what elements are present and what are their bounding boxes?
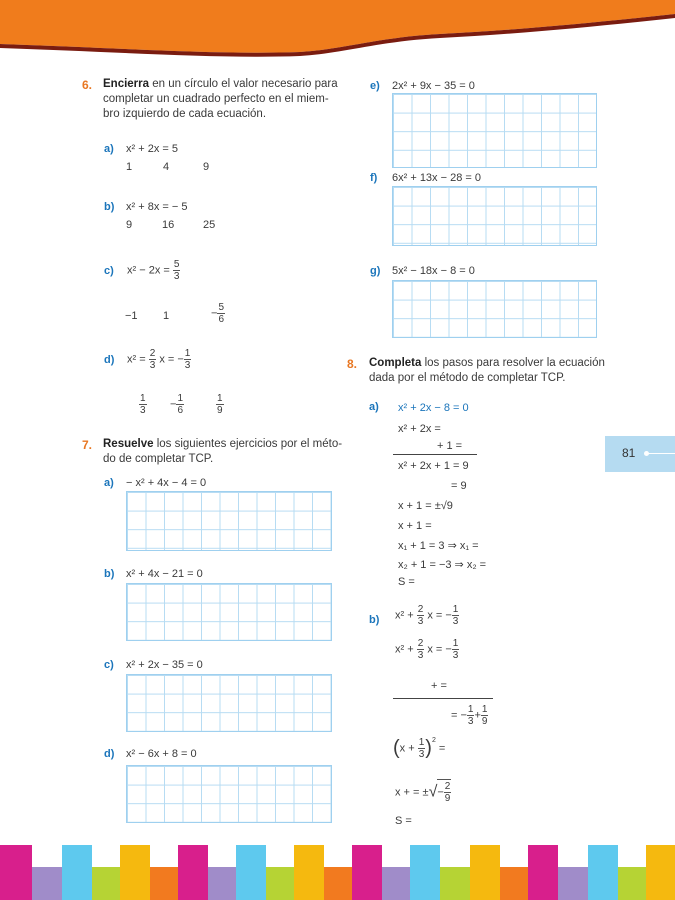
page-number: 81 bbox=[622, 446, 636, 460]
ex8b-s2-frac2 bbox=[452, 638, 460, 661]
ex6d-opt2-num: 1 bbox=[177, 393, 183, 404]
ex6b-option-3[interactable]: 25 bbox=[203, 219, 216, 231]
ex6d-option-1[interactable] bbox=[139, 393, 147, 416]
ex8a-rule-line bbox=[393, 454, 477, 455]
ex8b-s1-a: x² + bbox=[395, 609, 417, 622]
ex8a-step-1-text: x² + 2x − 8 = 0 bbox=[398, 402, 469, 414]
ex8-text-l1: los pasos para resolver la ecuación bbox=[421, 357, 605, 369]
ex6e-answer-grid[interactable] bbox=[392, 93, 597, 168]
ex7-number: 7. bbox=[82, 438, 93, 452]
ex7-text-l2: do de completar TCP. bbox=[103, 453, 214, 465]
ex6d-eq-d1: 3 bbox=[149, 360, 156, 371]
ex6c-equation bbox=[127, 259, 180, 282]
ex8b-step-3[interactable]: + = bbox=[431, 680, 447, 692]
ex8a-step-4: x² + 2x + 1 = 9 bbox=[398, 460, 469, 472]
ex8b-s5-rparen: ) bbox=[425, 737, 432, 759]
ex8a-step-3[interactable]: + 1 = bbox=[437, 440, 463, 452]
ex6d-eq-frac2 bbox=[184, 348, 192, 371]
ex8a-step-9[interactable]: x₂ + 1 = −3 ⇒ x₂ = bbox=[398, 559, 487, 571]
ex8b-s1-frac1 bbox=[417, 604, 425, 627]
tab-dot bbox=[644, 451, 649, 456]
stripe-pattern bbox=[0, 845, 675, 900]
ex8-verb: Completa bbox=[369, 357, 422, 369]
ex7b-label: b) bbox=[104, 568, 115, 580]
ex6a-option-1[interactable]: 1 bbox=[126, 161, 133, 173]
ex6d-eq-frac1 bbox=[149, 348, 157, 371]
page-number-tab bbox=[605, 436, 675, 472]
ex6d-option-2[interactable] bbox=[170, 393, 184, 416]
ex6a-option-2[interactable]: 4 bbox=[163, 161, 170, 173]
ex8b-s4-frac2 bbox=[481, 704, 489, 727]
ex6e-label: e) bbox=[370, 80, 380, 92]
ex7-instructions bbox=[103, 437, 343, 467]
ex6d-opt2-sign: − bbox=[170, 398, 177, 411]
ex6a-equation: x² + 2x = 5 bbox=[126, 143, 178, 155]
ex6d-eq-d2: 3 bbox=[184, 360, 191, 371]
ex7b-equation: x² + 4x − 21 = 0 bbox=[126, 568, 203, 580]
ex6f-label: f) bbox=[370, 172, 378, 184]
ex8b-step-6[interactable] bbox=[395, 779, 451, 804]
ex8b-step-2[interactable] bbox=[395, 638, 459, 661]
ex8b-s2-n2: 1 bbox=[452, 638, 459, 649]
ex8b-s2-a: x² + bbox=[395, 643, 417, 656]
ex6c-eq-num: 5 bbox=[173, 259, 180, 270]
ex8b-s5-a: x + bbox=[399, 742, 418, 755]
ex6c-option-2[interactable]: 1 bbox=[163, 310, 170, 322]
ex6d-opt1-num: 1 bbox=[140, 393, 146, 404]
ex8b-s6-sign: − bbox=[437, 786, 444, 799]
ex6d-eq-n1: 2 bbox=[149, 348, 156, 359]
ex6-text-l3: bro izquierdo de cada ecuación. bbox=[103, 108, 267, 120]
ex8b-s4-n2: 1 bbox=[481, 704, 488, 715]
ex8a-step-7[interactable]: x + 1 = bbox=[398, 520, 432, 532]
ex6g-answer-grid[interactable] bbox=[392, 280, 597, 338]
ex6c-eq-den: 3 bbox=[173, 271, 180, 282]
ex8b-s2-b: x = − bbox=[427, 643, 452, 656]
ex7c-label: c) bbox=[104, 659, 114, 671]
ex8b-s4-d2: 9 bbox=[481, 716, 488, 727]
ex6d-eq-a: x² = bbox=[127, 353, 149, 366]
ex6-instructions bbox=[103, 77, 343, 122]
ex8b-s6-frac bbox=[444, 781, 452, 804]
ex6a-label: a) bbox=[104, 143, 114, 155]
ex8b-s2-d2: 3 bbox=[452, 650, 459, 661]
ex6c-opt3-sign: − bbox=[211, 307, 218, 320]
ex8b-step-5[interactable]: (x + $\frac{1}{3}$ )$^2$ = bbox=[393, 737, 446, 760]
ex7d-label: d) bbox=[104, 748, 115, 760]
ex7a-equation: − x² + 4x − 4 = 0 bbox=[126, 477, 207, 489]
ex7-verb: Resuelve bbox=[103, 438, 154, 450]
ex6d-label: d) bbox=[104, 354, 115, 366]
ex6c-label: c) bbox=[104, 265, 114, 277]
ex6-text-l2: completar un cuadrado perfecto en el miem- bbox=[103, 93, 329, 105]
ex8-number: 8. bbox=[347, 357, 358, 371]
ex8b-step-4[interactable] bbox=[451, 704, 488, 727]
ex8b-s2-d: 3 bbox=[417, 650, 424, 661]
ex6c-opt3-fraction bbox=[217, 302, 225, 325]
ex6c-eq-fraction bbox=[173, 259, 181, 282]
ex7d-answer-grid[interactable] bbox=[126, 765, 332, 823]
ex6d-eq-n2: 1 bbox=[184, 348, 191, 359]
ex6g-equation: 5x² − 18x − 8 = 0 bbox=[392, 265, 475, 277]
ex7d-equation: x² − 6x + 8 = 0 bbox=[126, 748, 197, 760]
ex6c-eq-left: x² − 2x = bbox=[127, 264, 173, 277]
ex6f-answer-grid[interactable] bbox=[392, 186, 597, 246]
bottom-stripes bbox=[0, 845, 675, 900]
ex6d-equation bbox=[127, 348, 191, 371]
ex8b-s5-lparen: ( bbox=[393, 737, 400, 759]
ex6-text-l1: en un círculo el valor necesario para bbox=[149, 78, 338, 90]
ex8b-s5-b: = bbox=[438, 742, 446, 755]
ex8a-step-5[interactable]: = 9 bbox=[451, 480, 467, 492]
top-banner bbox=[0, 0, 675, 60]
ex8a-step-2[interactable]: x² + 2x = bbox=[398, 423, 441, 435]
ex6c-option-1[interactable]: −1 bbox=[125, 310, 138, 322]
ex8b-s1-n: 2 bbox=[417, 604, 424, 615]
ex7a-answer-grid[interactable] bbox=[126, 491, 332, 551]
ex8b-s6-n: 2 bbox=[444, 781, 451, 792]
ex8b-s1-frac2 bbox=[452, 604, 460, 627]
ex8b-s1-b: x = − bbox=[427, 609, 452, 622]
ex6c-option-3[interactable] bbox=[211, 302, 225, 325]
ex8b-label: b) bbox=[369, 614, 380, 626]
ex8b-s2-frac1 bbox=[417, 638, 425, 661]
ex8b-s6-radicand bbox=[437, 779, 451, 804]
ex6e-equation: 2x² + 9x − 35 = 0 bbox=[392, 80, 475, 92]
ex6d-opt3-num: 1 bbox=[217, 393, 223, 404]
ex8b-s5-n: 1 bbox=[418, 737, 425, 748]
ex8b-step-7[interactable]: S = bbox=[395, 815, 412, 827]
ex6d-opt1-fraction bbox=[139, 393, 147, 416]
ex8b-s2-n: 2 bbox=[417, 638, 424, 649]
ex6g-label: g) bbox=[370, 265, 381, 277]
ex6b-option-2[interactable]: 16 bbox=[162, 219, 175, 231]
ex6f-equation: 6x² + 13x − 28 = 0 bbox=[392, 172, 481, 184]
ex7-text-l1: los siguientes ejercicios por el méto- bbox=[153, 438, 343, 450]
ex6b-equation: x² + 8x = − 5 bbox=[126, 201, 188, 213]
ex6d-opt1-den: 3 bbox=[140, 405, 146, 416]
ex6d-opt2-den: 6 bbox=[177, 405, 183, 416]
ex7c-answer-grid[interactable] bbox=[126, 674, 332, 732]
ex8b-s4-n1: 1 bbox=[467, 704, 474, 715]
ex8b-s4-a: = − bbox=[451, 709, 467, 722]
sqrt-icon: √ bbox=[428, 783, 438, 801]
ex8b-s1-d: 3 bbox=[417, 616, 424, 627]
ex7a-label: a) bbox=[104, 477, 114, 489]
ex6d-option-3[interactable] bbox=[216, 393, 224, 416]
ex8b-s1-d2: 3 bbox=[452, 616, 459, 627]
ex6c-opt3-den: 6 bbox=[218, 314, 224, 325]
ex6-verb: Encierra bbox=[103, 78, 150, 90]
ex8b-s5-d: 3 bbox=[418, 749, 425, 760]
ex8b-rule-line bbox=[393, 698, 493, 699]
ex8-text-l2: dada por el método de completar TCP. bbox=[369, 372, 566, 384]
ex6d-opt2-fraction bbox=[176, 393, 184, 416]
ex7b-answer-grid[interactable] bbox=[126, 583, 332, 641]
ex8a-step-6[interactable]: x + 1 = ±√9 bbox=[398, 500, 453, 512]
ex6-number: 6. bbox=[82, 78, 93, 92]
ex8b-step-1 bbox=[395, 604, 459, 627]
ex8b-s4-plus: + bbox=[474, 709, 481, 722]
ex8a-step-10[interactable]: S = bbox=[398, 576, 415, 588]
ex8b-s6-d: 9 bbox=[444, 793, 451, 804]
ex6b-label: b) bbox=[104, 201, 115, 213]
ex6d-opt3-fraction bbox=[216, 393, 224, 416]
ex6c-opt3-num: 5 bbox=[218, 302, 224, 313]
ex8a-step-1 bbox=[398, 402, 469, 414]
ex6d-opt3-den: 9 bbox=[217, 405, 223, 416]
ex6b-option-1[interactable]: 9 bbox=[126, 219, 133, 231]
ex8a-label: a) bbox=[369, 401, 379, 413]
ex6d-eq-b: x = − bbox=[159, 353, 184, 366]
ex8b-s4-d1: 3 bbox=[467, 716, 474, 727]
ex8-instructions bbox=[369, 356, 629, 386]
ex8a-step-8[interactable]: x₁ + 1 = 3 ⇒ x₁ = bbox=[398, 540, 479, 552]
ex8b-s6-a: x + = ± bbox=[395, 786, 429, 799]
ex7c-equation: x² + 2x − 35 = 0 bbox=[126, 659, 203, 671]
ex6a-option-3[interactable]: 9 bbox=[203, 161, 210, 173]
tab-line bbox=[645, 453, 675, 454]
ex8b-s1-n2: 1 bbox=[452, 604, 459, 615]
